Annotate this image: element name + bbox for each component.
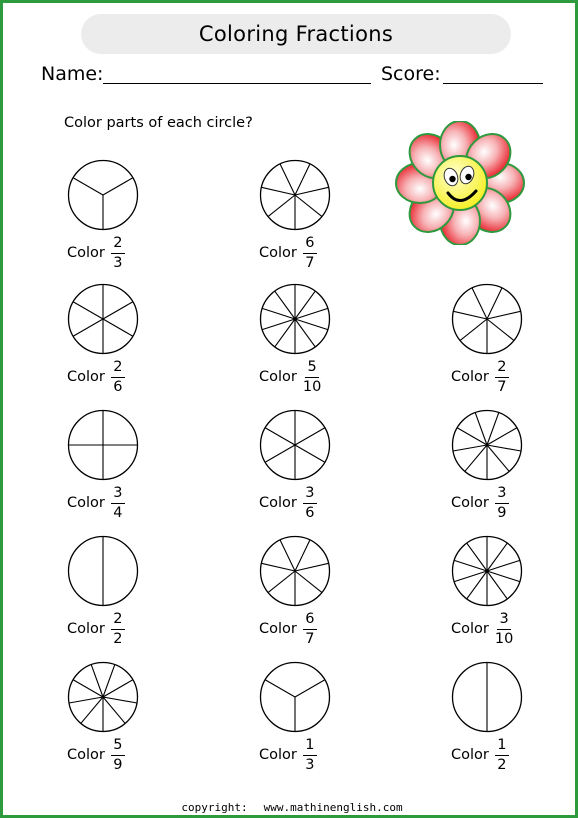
fraction-circle[interactable]: [451, 661, 523, 733]
copyright-site: www.mathinenglish.com: [263, 801, 403, 814]
fraction: [303, 738, 317, 772]
fraction-item: [67, 409, 217, 529]
color-word: Color: [259, 245, 297, 261]
fraction-circle[interactable]: [67, 159, 139, 231]
numerator: 1: [303, 738, 317, 756]
fraction-circle[interactable]: [451, 535, 523, 607]
color-word: Color: [451, 369, 489, 385]
fraction-circle[interactable]: [451, 409, 523, 481]
denominator: 9: [113, 756, 123, 773]
color-word: Color: [259, 747, 297, 763]
color-word: Color: [67, 621, 105, 637]
color-word: Color: [67, 495, 105, 511]
fraction-label: [67, 360, 125, 394]
denominator: 7: [305, 630, 315, 647]
fraction-item: [451, 283, 578, 403]
numerator: 2: [111, 236, 125, 254]
copyright-label: copyright:: [181, 801, 248, 814]
fraction-item: [259, 159, 409, 279]
fraction-item: [451, 661, 578, 781]
numerator: 3: [497, 612, 511, 630]
title-text: Coloring Fractions: [198, 22, 394, 46]
smiley-flower-icon: [395, 121, 525, 245]
denominator: 2: [113, 630, 123, 647]
fraction-circle[interactable]: [259, 159, 331, 231]
fraction-item: [67, 283, 217, 403]
fraction-item: [67, 159, 217, 279]
fraction-item: [259, 535, 409, 655]
numerator: 5: [305, 360, 319, 378]
fraction-label: [259, 738, 317, 772]
numerator: 3: [111, 486, 125, 504]
fraction-circle[interactable]: [67, 535, 139, 607]
numerator: 2: [111, 360, 125, 378]
pupil: [465, 174, 471, 180]
fraction-label: [451, 612, 513, 646]
page-title: [81, 14, 511, 54]
fraction: [495, 612, 513, 646]
color-word: Color: [67, 747, 105, 763]
fraction-circle[interactable]: [67, 283, 139, 355]
color-word: Color: [451, 747, 489, 763]
color-word: Color: [259, 621, 297, 637]
copyright: [3, 801, 578, 814]
fraction-circle[interactable]: [67, 661, 139, 733]
color-word: Color: [451, 621, 489, 637]
fraction: [303, 236, 317, 270]
fraction-circle[interactable]: [259, 661, 331, 733]
fraction-label: [259, 360, 321, 394]
fraction-label: [451, 360, 509, 394]
fraction: [303, 360, 321, 394]
numerator: 3: [303, 486, 317, 504]
fraction-circle[interactable]: [259, 283, 331, 355]
fraction: [495, 360, 509, 394]
name-line[interactable]: [103, 83, 371, 84]
denominator: 9: [497, 504, 507, 521]
fraction-label: [259, 486, 317, 520]
numerator: 5: [111, 738, 125, 756]
fraction-label: [451, 486, 509, 520]
fraction-label: [259, 236, 317, 270]
fraction-item: [451, 535, 578, 655]
numerator: 2: [111, 612, 125, 630]
fraction-label: [67, 486, 125, 520]
numerator: 1: [495, 738, 509, 756]
fraction: [111, 738, 125, 772]
color-word: Color: [259, 369, 297, 385]
denominator: 6: [305, 504, 315, 521]
numerator: 2: [495, 360, 509, 378]
fraction: [111, 612, 125, 646]
pupil: [449, 176, 455, 182]
fraction-label: [451, 738, 509, 772]
score-line[interactable]: [443, 83, 543, 84]
fraction: [495, 738, 509, 772]
fraction-circle[interactable]: [67, 409, 139, 481]
fraction-item: [451, 409, 578, 529]
color-word: Color: [67, 369, 105, 385]
fraction-circle[interactable]: [259, 535, 331, 607]
denominator: 4: [113, 504, 123, 521]
fraction-item: [259, 661, 409, 781]
fraction-item: [67, 661, 217, 781]
numerator: 6: [303, 612, 317, 630]
fraction: [111, 486, 125, 520]
denominator: 10: [494, 630, 514, 647]
denominator: 3: [113, 254, 123, 271]
denominator: 7: [497, 378, 507, 395]
color-word: Color: [67, 245, 105, 261]
denominator: 6: [113, 378, 123, 395]
fraction-label: [67, 612, 125, 646]
fraction-item: [259, 283, 409, 403]
color-word: Color: [259, 495, 297, 511]
fraction: [303, 486, 317, 520]
name-label: Name:: [41, 63, 104, 85]
denominator: 7: [305, 254, 315, 271]
fraction-circle[interactable]: [451, 283, 523, 355]
fraction-label: [259, 612, 317, 646]
instruction-text: Color parts of each circle?: [64, 115, 253, 131]
fraction: [303, 612, 317, 646]
fraction: [111, 360, 125, 394]
numerator: 3: [495, 486, 509, 504]
denominator: 3: [305, 756, 315, 773]
fraction: [111, 236, 125, 270]
fraction: [495, 486, 509, 520]
fraction-circle[interactable]: [259, 409, 331, 481]
numerator: 6: [303, 236, 317, 254]
fraction-item: [67, 535, 217, 655]
fraction-label: [67, 738, 125, 772]
fraction-label: [67, 236, 125, 270]
denominator: 2: [497, 756, 507, 773]
fraction-item: [259, 409, 409, 529]
denominator: 10: [302, 378, 322, 395]
score-label: Score:: [381, 63, 441, 85]
color-word: Color: [451, 495, 489, 511]
